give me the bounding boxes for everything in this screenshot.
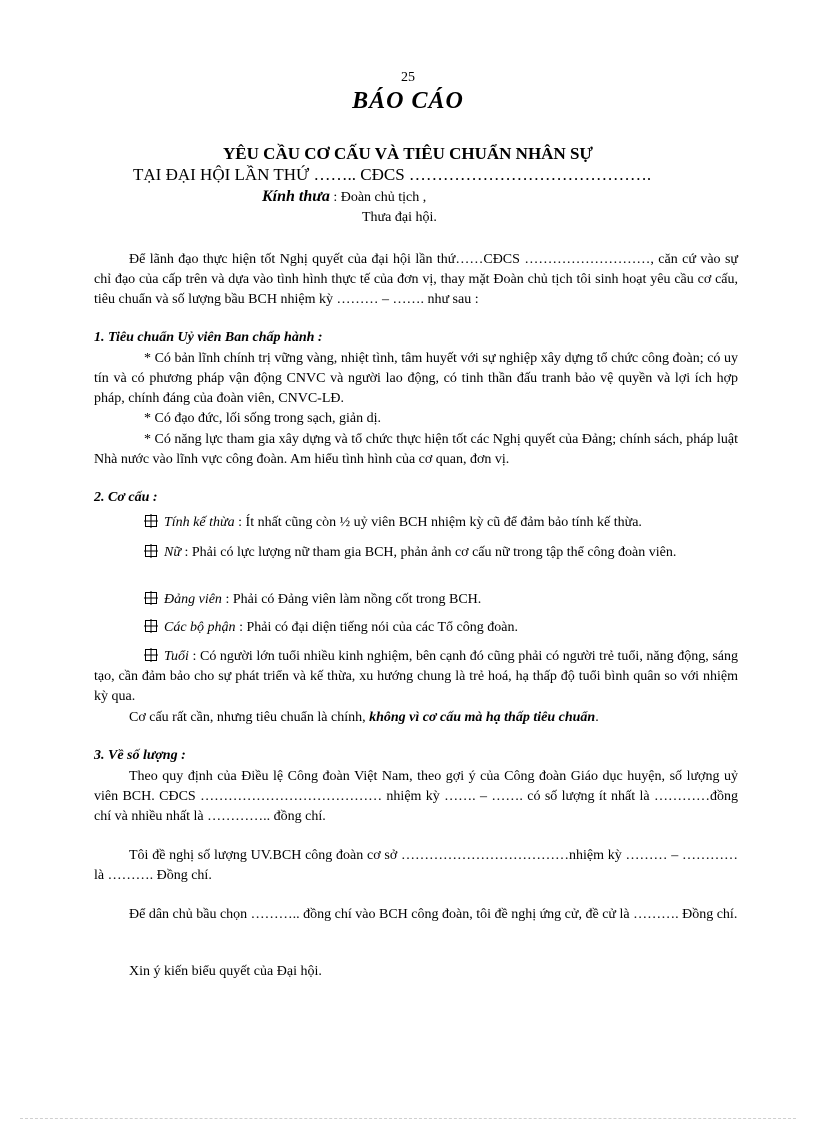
- section3-heading: 3. Về số lượng :: [94, 748, 186, 763]
- section2-closing: [94, 708, 738, 728]
- salutation-sep: :: [329, 190, 341, 205]
- criterion-term: Tính kế thừa: [164, 515, 235, 530]
- section1-item: * Có bản lĩnh chính trị vững vàng, nhiệt tình, tâm huyết với sự nghiệp xây dựng tổ chức công đoàn; có uy tín và có phương pháp vận động CNVC và người lao động, có tinh thần đấu tranh bảo vệ quyền và lợi ích hợp pháp, chính đáng của đoàn viên, CNVC-LĐ.: [94, 351, 738, 406]
- salutation-line-1: Đoàn chủ tịch ,: [340, 190, 427, 205]
- section3-paragraph: Theo quy định của Điều lệ Công đoàn Việt Nam, theo gợi ý của Công đoàn Giáo dục huyện, số lượng uỷ viên BCH. CĐCS ………………………………… nhiệm kỳ ……. – ……. có số lượng ít nhất là …………đồng chí và nhiều nhất là ………….. đồng chí.: [94, 769, 738, 824]
- grid-bullet-icon: [144, 514, 158, 528]
- grid-bullet-icon: [144, 648, 158, 662]
- document-subtitle-2: TẠI ĐẠI HỘI LẦN THỨ …….. CĐCS …………………………………….: [133, 165, 652, 184]
- page-number: 25: [401, 70, 415, 85]
- bottom-rule: [20, 1118, 796, 1119]
- closing-end: .: [595, 710, 599, 725]
- criterion-item: [94, 513, 738, 533]
- criterion-item: [94, 647, 738, 707]
- criterion-term: Tuổi: [164, 649, 189, 664]
- criterion-item: [94, 618, 738, 638]
- criterion-item: [94, 543, 738, 563]
- criterion-term: Nữ: [164, 545, 181, 560]
- section3-paragraph: Tôi đề nghị số lượng UV.BCH công đoàn cơ sở ………………………………nhiệm kỳ ……… – ………… là ………. Đồng chí.: [94, 848, 738, 883]
- salutation-line-2: Thưa đại hội.: [362, 210, 437, 225]
- criterion-term: Các bộ phận: [164, 620, 236, 635]
- criterion-text: : Phải có Đảng viên làm nồng cốt trong BCH.: [221, 592, 482, 607]
- section3-paragraph: Để dân chủ bầu chọn ……….. đồng chí vào BCH công đoàn, tôi đề nghị ứng cử, đề cử là ………. Đồng chí.: [129, 907, 738, 922]
- salutation-lead: Kính thưa: [262, 188, 330, 205]
- intro-paragraph: Để lãnh đạo thực hiện tốt Nghị quyết của đại hội lần thứ……CĐCS ………………………, căn cứ vào sự chỉ đạo của cấp trên và dựa vào tình hình thực tế của đơn vị, thay mặt Đoàn chủ tịch tôi sinh hoạt yêu cầu cơ cấu, tiêu chuẩn và số lượng bầu BCH nhiệm kỳ ……… – ……. như sau :: [94, 252, 738, 307]
- criterion-text: : Phải có lực lượng nữ tham gia BCH, phản ảnh cơ cấu nữ trong tập thể công đoàn viên.: [180, 545, 677, 560]
- closing-text: Cơ cấu rất cần, nhưng tiêu chuẩn là chính,: [129, 710, 370, 725]
- section3-paragraph: Xin ý kiến biểu quyết của Đại hội.: [129, 964, 322, 979]
- criterion-text: : Có người lớn tuổi nhiều kinh nghiệm, bên cạnh đó cũng phải có người trẻ tuổi, năng động, sáng tạo, cần đảm bảo cho sự phát triển và kế thừa, xu hướng chung là trẻ hoá, hạ thấp độ tuổi bình quân so với nhiệm kỳ qua.: [94, 649, 738, 704]
- document-subtitle-1: YÊU CẦU CƠ CẤU VÀ TIÊU CHUẨN NHÂN SỰ: [223, 144, 593, 163]
- document-title: BÁO CÁO: [352, 88, 464, 114]
- salutation: [262, 188, 426, 206]
- grid-bullet-icon: [144, 619, 158, 633]
- section1-item: * Có năng lực tham gia xây dựng và tổ chức thực hiện tốt các Nghị quyết của Đảng; chính sách, pháp luật Nhà nước vào lĩnh vực công đoàn. Am hiểu tình hình của cơ quan, đơn vị.: [94, 432, 738, 467]
- section1-heading: 1. Tiêu chuẩn Uỷ viên Ban chấp hành :: [94, 330, 323, 345]
- criterion-item: [94, 590, 738, 610]
- grid-bullet-icon: [144, 544, 158, 558]
- grid-bullet-icon: [144, 591, 158, 605]
- criterion-text: : Ít nhất cũng còn ½ uỷ viên BCH nhiệm kỳ cũ để đảm bảo tính kế thừa.: [234, 515, 642, 530]
- section1-item: * Có đạo đức, lối sống trong sạch, giản dị.: [144, 411, 382, 426]
- closing-emphasis: không vì cơ cấu mà hạ thấp tiêu chuẩn: [369, 710, 596, 725]
- criterion-term: Đảng viên: [164, 592, 222, 607]
- criterion-text: : Phải có đại diện tiếng nói của các Tổ công đoàn.: [235, 620, 518, 635]
- section2-heading: 2. Cơ cấu :: [94, 490, 158, 505]
